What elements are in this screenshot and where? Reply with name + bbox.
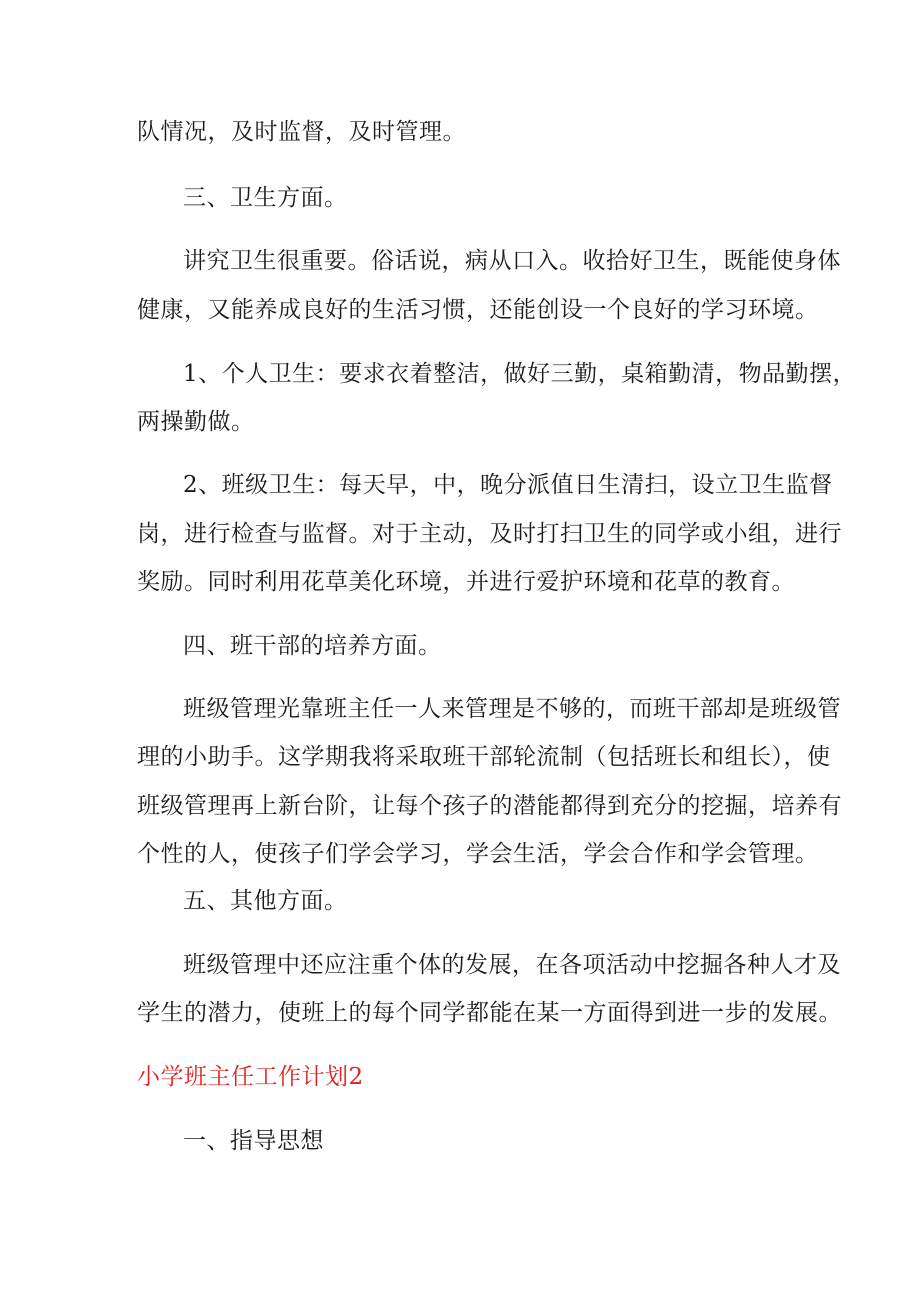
paragraph-line: 理的小助手。这学期我将采取班干部轮流制（包括班长和组长），使 xyxy=(137,744,831,770)
paragraph-line: 健康，又能养成良好的生活习惯，还能创设一个良好的学习环境。 xyxy=(137,297,819,323)
paragraph-line: 班级管理中还应注重个体的发展，在各项活动中挖掘各种人才及 xyxy=(183,952,841,978)
section-heading-other: 五、其他方面。 xyxy=(183,888,348,914)
paragraph-line: 个性的人，使孩子们学会学习，学会生活，学会合作和学会管理。 xyxy=(137,841,819,867)
paragraph-line: 奖励。同时利用花草美化环境，并进行爱护环境和花草的教育。 xyxy=(137,569,795,595)
paragraph-line: 1、个人卫生：要求衣着整洁，做好三勤，桌箱勤清，物品勤摆， xyxy=(183,361,857,387)
paragraph-line: 2、班级卫生：每天早，中，晚分派值日生清扫，设立卫生监督 xyxy=(183,472,833,498)
paragraph-line: 学生的潜力，使班上的每个同学都能在某一方面得到进一步的发展。 xyxy=(137,1000,842,1026)
section-heading-hygiene: 三、卫生方面。 xyxy=(183,185,348,211)
paragraph-line: 岗，进行检查与监督。对于主动，及时打扫卫生的同学或小组，进行 xyxy=(137,521,842,547)
paragraph-line: 两操勤做。 xyxy=(137,409,255,435)
text-line-continuation: 队情况，及时监督，及时管理。 xyxy=(137,119,466,145)
section-heading-guiding-thought: 一、指导思想 xyxy=(183,1128,324,1154)
paragraph-line: 班级管理光靠班主任一人来管理是不够的，而班干部却是班级管 xyxy=(183,696,841,722)
plan-title-heading: 小学班主任工作计划2 xyxy=(137,1064,364,1090)
section-heading-class-cadre: 四、班干部的培养方面。 xyxy=(183,633,442,659)
paragraph-line: 班级管理再上新台阶，让每个孩子的潜能都得到充分的挖掘，培养有 xyxy=(137,793,842,819)
paragraph-line: 讲究卫生很重要。俗话说，病从口入。收拾好卫生，既能使身体 xyxy=(183,248,841,274)
